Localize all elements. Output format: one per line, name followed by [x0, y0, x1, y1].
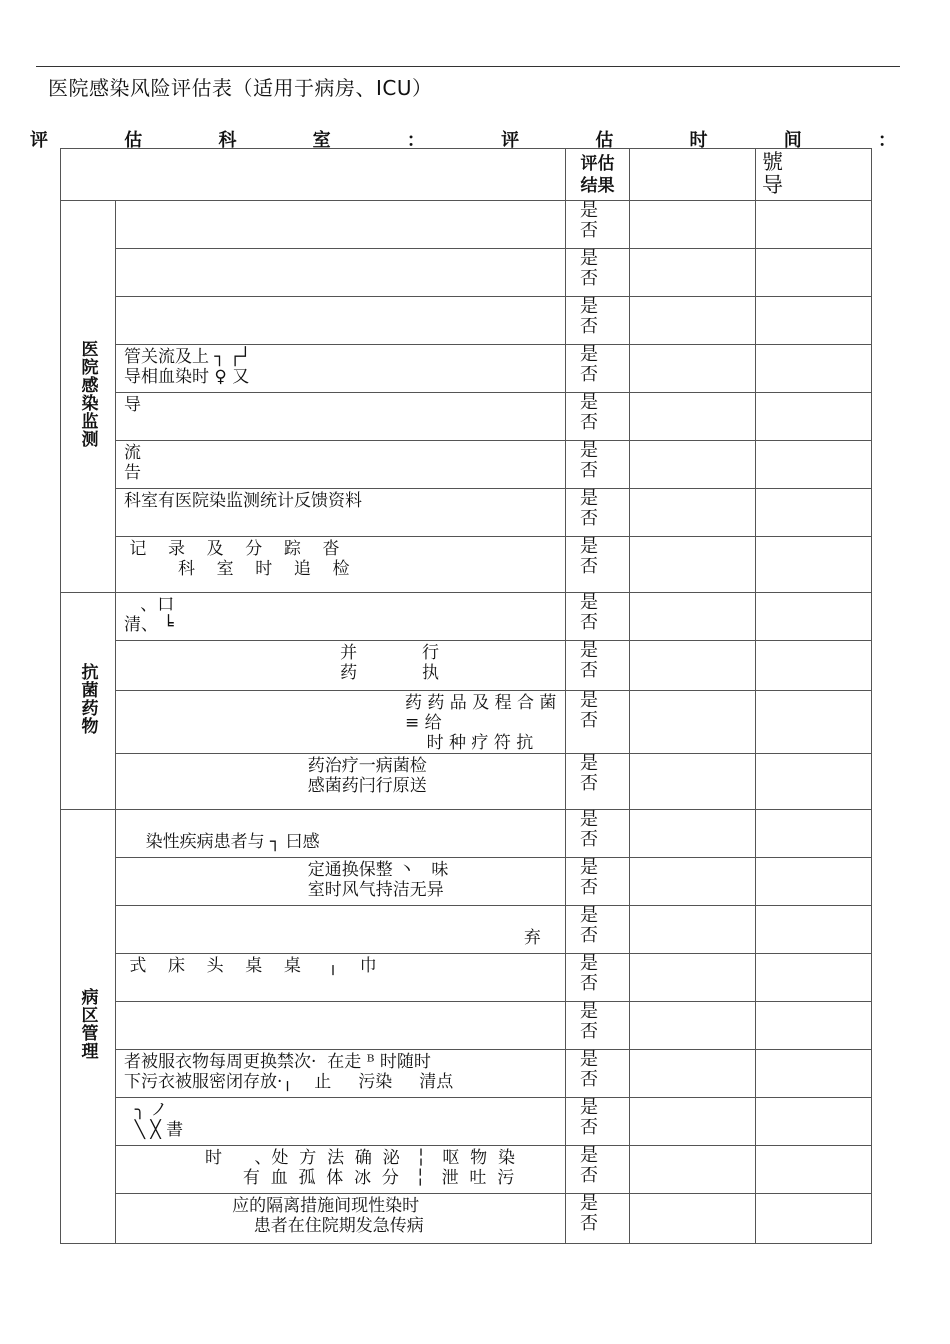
blank-input-cell[interactable] [630, 954, 756, 1002]
result-yes-no-cell[interactable]: 是 否 [566, 810, 630, 858]
blank-input-cell[interactable] [630, 1050, 756, 1098]
table-row [61, 593, 872, 641]
risk-assessment-table [60, 148, 872, 1244]
blank-input-cell[interactable] [630, 1098, 756, 1146]
result-yes-no-cell[interactable]: 是 否 [566, 641, 630, 691]
meta-label-char: 科 [218, 130, 237, 151]
number-input-cell[interactable] [756, 810, 872, 858]
blank-input-cell[interactable] [630, 1194, 756, 1244]
item-text-cell [116, 1002, 566, 1050]
number-input-cell[interactable] [756, 954, 872, 1002]
result-yes-no-cell[interactable]: 是 否 [566, 1050, 630, 1098]
table-row [61, 393, 872, 441]
result-yes-no-cell[interactable]: 是 否 [566, 297, 630, 345]
result-yes-no-cell[interactable]: 是 否 [566, 691, 630, 754]
number-input-cell[interactable] [756, 641, 872, 691]
item-text-cell [116, 201, 566, 249]
number-input-cell[interactable] [756, 537, 872, 593]
blank-input-cell[interactable] [630, 754, 756, 810]
table-row [61, 754, 872, 810]
number-input-cell[interactable] [756, 393, 872, 441]
result-yes-no-cell[interactable]: 是 否 [566, 249, 630, 297]
header-number-label: 號 导 [756, 149, 872, 201]
number-input-cell[interactable] [756, 249, 872, 297]
number-input-cell[interactable] [756, 345, 872, 393]
number-input-cell[interactable] [756, 297, 872, 345]
table-row [61, 1050, 872, 1098]
item-text-cell: 记 录 及 分 踪 沓 科 室 时 追 检 [116, 537, 566, 593]
blank-input-cell[interactable] [630, 297, 756, 345]
table-header-row [61, 149, 872, 201]
blank-input-cell[interactable] [630, 249, 756, 297]
result-yes-no-cell[interactable]: 是 否 [566, 1194, 630, 1244]
item-text-cell: 应的隔离措施间现性染时 患者在住院期发急传病 [116, 1194, 566, 1244]
table-row [61, 297, 872, 345]
table-row [61, 858, 872, 906]
item-text-cell: 、口 清、 ╘ [116, 593, 566, 641]
result-yes-no-cell[interactable]: 是 否 [566, 201, 630, 249]
result-yes-no-cell[interactable]: 是 否 [566, 537, 630, 593]
table-row [61, 489, 872, 537]
item-text-cell [116, 297, 566, 345]
number-input-cell[interactable] [756, 1002, 872, 1050]
item-text-cell: 定通换保整 丶 味 室时风气持洁无异 [116, 858, 566, 906]
number-input-cell[interactable] [756, 201, 872, 249]
item-text-cell: 管关流及上 ┐ ┌┘ 导相血染时 ♀ 又 [116, 345, 566, 393]
item-text-cell: 药 药 品 及 程 合 菌 ≡ 给 时 种 疗 符 抗 [116, 691, 566, 754]
number-input-cell[interactable] [756, 441, 872, 489]
blank-input-cell[interactable] [630, 906, 756, 954]
item-text-cell: 式 床 头 桌 桌 ╷ 巾 [116, 954, 566, 1002]
table-row [61, 1146, 872, 1194]
number-input-cell[interactable] [756, 489, 872, 537]
blank-input-cell[interactable] [630, 489, 756, 537]
meta-label-char: 估 [124, 130, 143, 151]
meta-label-char: ： [877, 130, 896, 151]
table-row [61, 641, 872, 691]
result-yes-no-cell[interactable]: 是 否 [566, 954, 630, 1002]
section-label: 抗菌药物 [77, 662, 98, 735]
result-yes-no-cell[interactable]: 是 否 [566, 593, 630, 641]
meta-label-char: 评 [30, 130, 48, 151]
number-input-cell[interactable] [756, 858, 872, 906]
meta-label-char: 间 [783, 130, 802, 151]
section-infection-monitoring [61, 201, 116, 593]
item-text-cell [116, 249, 566, 297]
meta-label-char: 评 [501, 130, 520, 151]
top-rule [36, 66, 900, 67]
blank-input-cell[interactable] [630, 641, 756, 691]
table-row [61, 249, 872, 297]
meta-label-char: 估 [595, 130, 614, 151]
item-text-cell: 弃 [116, 906, 566, 954]
result-yes-no-cell[interactable]: 是 否 [566, 906, 630, 954]
item-text-cell: ╮ ノ ╲ ╳ 書 [116, 1098, 566, 1146]
table-row [61, 441, 872, 489]
header-result-label: 评估 结果 [566, 149, 630, 201]
number-input-cell[interactable] [756, 1050, 872, 1098]
blank-input-cell[interactable] [630, 1146, 756, 1194]
number-input-cell[interactable] [756, 1146, 872, 1194]
table-row [61, 201, 872, 249]
result-yes-no-cell[interactable]: 是 否 [566, 1002, 630, 1050]
blank-input-cell[interactable] [630, 1002, 756, 1050]
table-row [61, 691, 872, 754]
blank-input-cell[interactable] [630, 593, 756, 641]
item-text-cell: 药治疗一病菌检 感菌药闩行原送 [116, 754, 566, 810]
result-yes-no-cell[interactable]: 是 否 [566, 345, 630, 393]
section-ward-management [61, 810, 116, 1244]
result-yes-no-cell[interactable]: 是 否 [566, 489, 630, 537]
item-text-cell: 科室有医院染监测统计反馈资料 [116, 489, 566, 537]
meta-label-char: 室 [312, 130, 331, 151]
meta-label-char: 时 [689, 130, 708, 151]
blank-input-cell[interactable] [630, 537, 756, 593]
section-label: 医院感染监测 [77, 340, 98, 448]
blank-input-cell[interactable] [630, 441, 756, 489]
section-antibiotics [61, 593, 116, 810]
table-row [61, 906, 872, 954]
number-input-cell[interactable] [756, 691, 872, 754]
table-row [61, 954, 872, 1002]
section-label: 病区管理 [77, 988, 98, 1060]
result-yes-no-cell[interactable]: 是 否 [566, 1146, 630, 1194]
table-row [61, 810, 872, 858]
number-input-cell[interactable] [756, 754, 872, 810]
item-text-cell: 导 [116, 393, 566, 441]
table-row [61, 537, 872, 593]
number-input-cell[interactable] [756, 593, 872, 641]
blank-input-cell[interactable] [630, 810, 756, 858]
header-blank-cell [630, 149, 756, 201]
blank-input-cell[interactable] [630, 345, 756, 393]
meta-label-char: ： [406, 130, 425, 151]
item-text-cell: 染性疾病患者与 ┐ 曰感 [116, 810, 566, 858]
number-input-cell[interactable] [756, 1098, 872, 1146]
number-input-cell[interactable] [756, 1194, 872, 1244]
table-row [61, 1098, 872, 1146]
blank-input-cell[interactable] [630, 691, 756, 754]
item-text-cell: 并 行 药 执 [116, 641, 566, 691]
item-text-cell: 时 、处 方 法 确 泌 ╎ 呕 物 染 有 血 孤 体 冰 分 ╎ 泄 吐 污 [116, 1146, 566, 1194]
number-input-cell[interactable] [756, 906, 872, 954]
page-title: 医院感染风险评估表（适用于病房、ICU） [48, 76, 433, 100]
result-yes-no-cell[interactable]: 是 否 [566, 754, 630, 810]
blank-input-cell[interactable] [630, 393, 756, 441]
blank-input-cell[interactable] [630, 201, 756, 249]
table-row [61, 1002, 872, 1050]
result-yes-no-cell[interactable]: 是 否 [566, 393, 630, 441]
result-yes-no-cell[interactable]: 是 否 [566, 858, 630, 906]
table-row [61, 345, 872, 393]
result-yes-no-cell[interactable]: 是 否 [566, 1098, 630, 1146]
header-item-cell [61, 149, 566, 201]
item-text-cell: 流 告 [116, 441, 566, 489]
result-yes-no-cell[interactable]: 是 否 [566, 441, 630, 489]
table-row [61, 1194, 872, 1244]
blank-input-cell[interactable] [630, 858, 756, 906]
item-text-cell: 者被服衣物每周更换禁次· 在走 ᴮ 时随时 下污衣被服密闭存放·╷ 止 污染 清点 [116, 1050, 566, 1098]
